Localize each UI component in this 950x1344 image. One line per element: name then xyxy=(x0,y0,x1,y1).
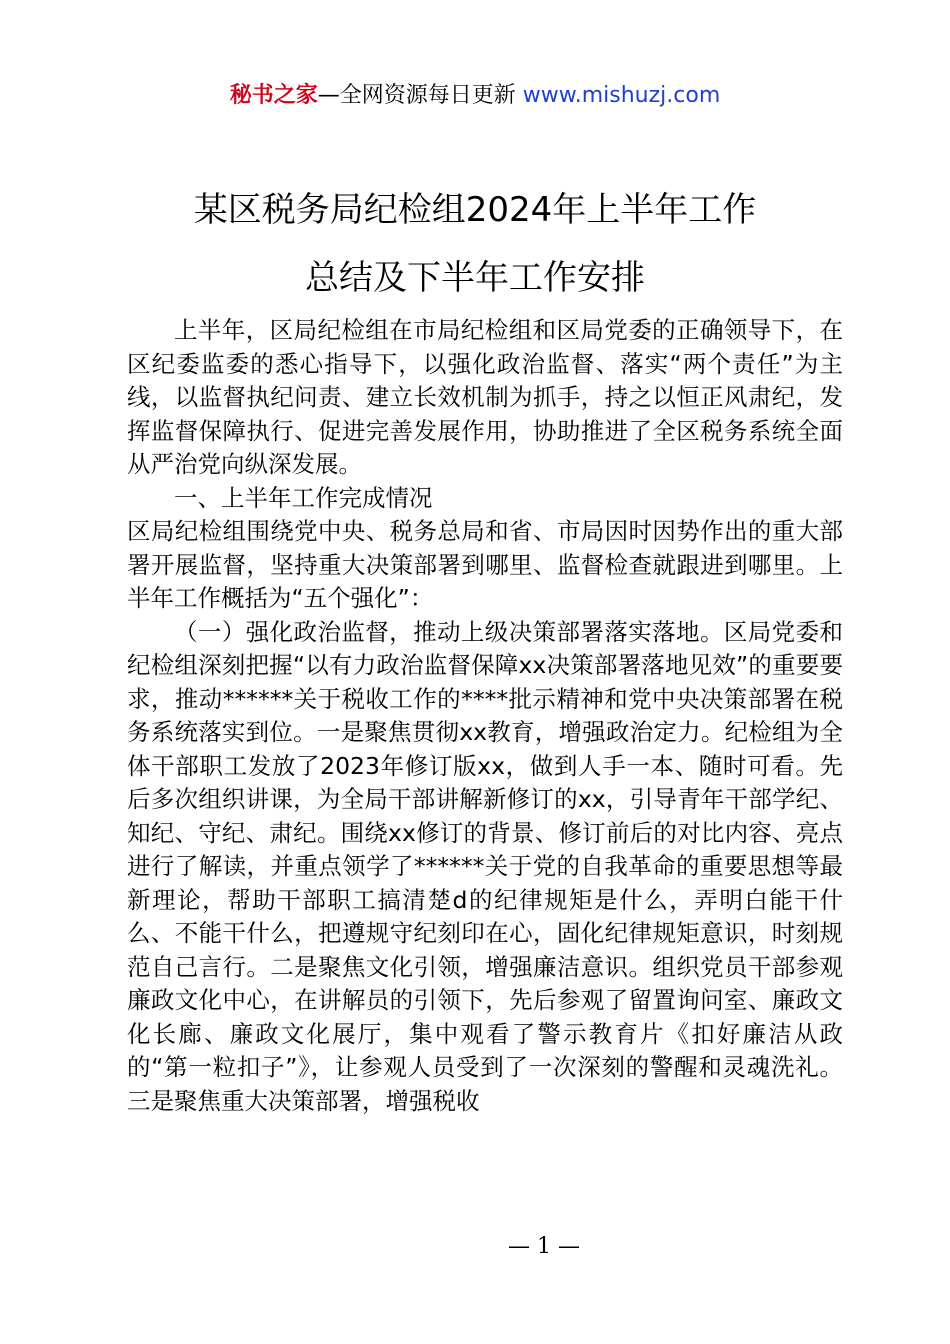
document-body xyxy=(127,314,843,1118)
section-heading-1: 一、上半年工作完成情况 xyxy=(174,483,433,512)
paragraph-section-1-summary: 区局纪检组围绕党中央、税务总局和省、市局因时因势作出的重大部署开展监督，坚持重大决策部署到哪里、监督检查就跟进到哪里。上半年工作概括为“五个强化”： xyxy=(127,517,843,612)
site-tagline: —全网资源每日更新 xyxy=(317,83,516,108)
paragraph-subsection-1: （一）强化政治监督，推动上级决策部署落实落地。区局党委和纪检组深刻把握“以有力政治监督保障xx决策部署落地见效”的重要要求，推动******关于税收工作的****批示精神和党中央决策部署在税务系统落实到位。一是聚焦贯彻xx教育，增强政治定力。纪检组为全体干部职工发放了2023年修订版xx，做到人手一本、随时可看。先后多次组织讲课，为全局干部讲解新修订的xx，引导青年干部学纪、知纪、守纪、肃纪。围绕xx修订的背景、修订前后的对比内容、亮点进行了解读，并重点领学了******关于党的自我革命的重要思想等最新理论，帮助干部职工搞清楚d的纪律规矩是什么，弄明白能干什么、不能干什么，把遵规守纪刻印在心，固化纪律规矩意识，时刻规范自己言行。二是聚焦文化引领，增强廉洁意识。组织党员干部参观廉政文化中心，在讲解员的引领下，先后参观了留置询问室、廉政文化长廊、廉政文化展厅，集中观看了警示教育片《扣好廉洁从政的“第一粒扣子”》，让参观人员受到了一次深刻的警醒和灵魂洗礼。三是聚焦重大决策部署，增强税收 xyxy=(127,617,843,1115)
site-header xyxy=(0,80,950,112)
site-brand: 秘书之家 xyxy=(229,83,318,108)
document-title-line-2: 总结及下半年工作安排 xyxy=(305,258,645,298)
paragraph-intro: 上半年，区局纪检组在市局纪检组和区局党委的正确领导下，在区纪委监委的悉心指导下，以强化政治监督、落实“两个责任”为主线，以监督执纪问责、建立长效机制为抓手，持之以恒正风肃纪，发挥监督保障执行、促进完善发展作用，协助推进了全区税务系统全面从严治党向纵深发展。 xyxy=(127,316,843,478)
site-url[interactable]: www.mishuzj.com xyxy=(522,83,721,108)
document-title-line-1: 某区税务局纪检组2024年上半年工作 xyxy=(193,190,757,230)
page-number: — 1 — xyxy=(508,1234,580,1259)
